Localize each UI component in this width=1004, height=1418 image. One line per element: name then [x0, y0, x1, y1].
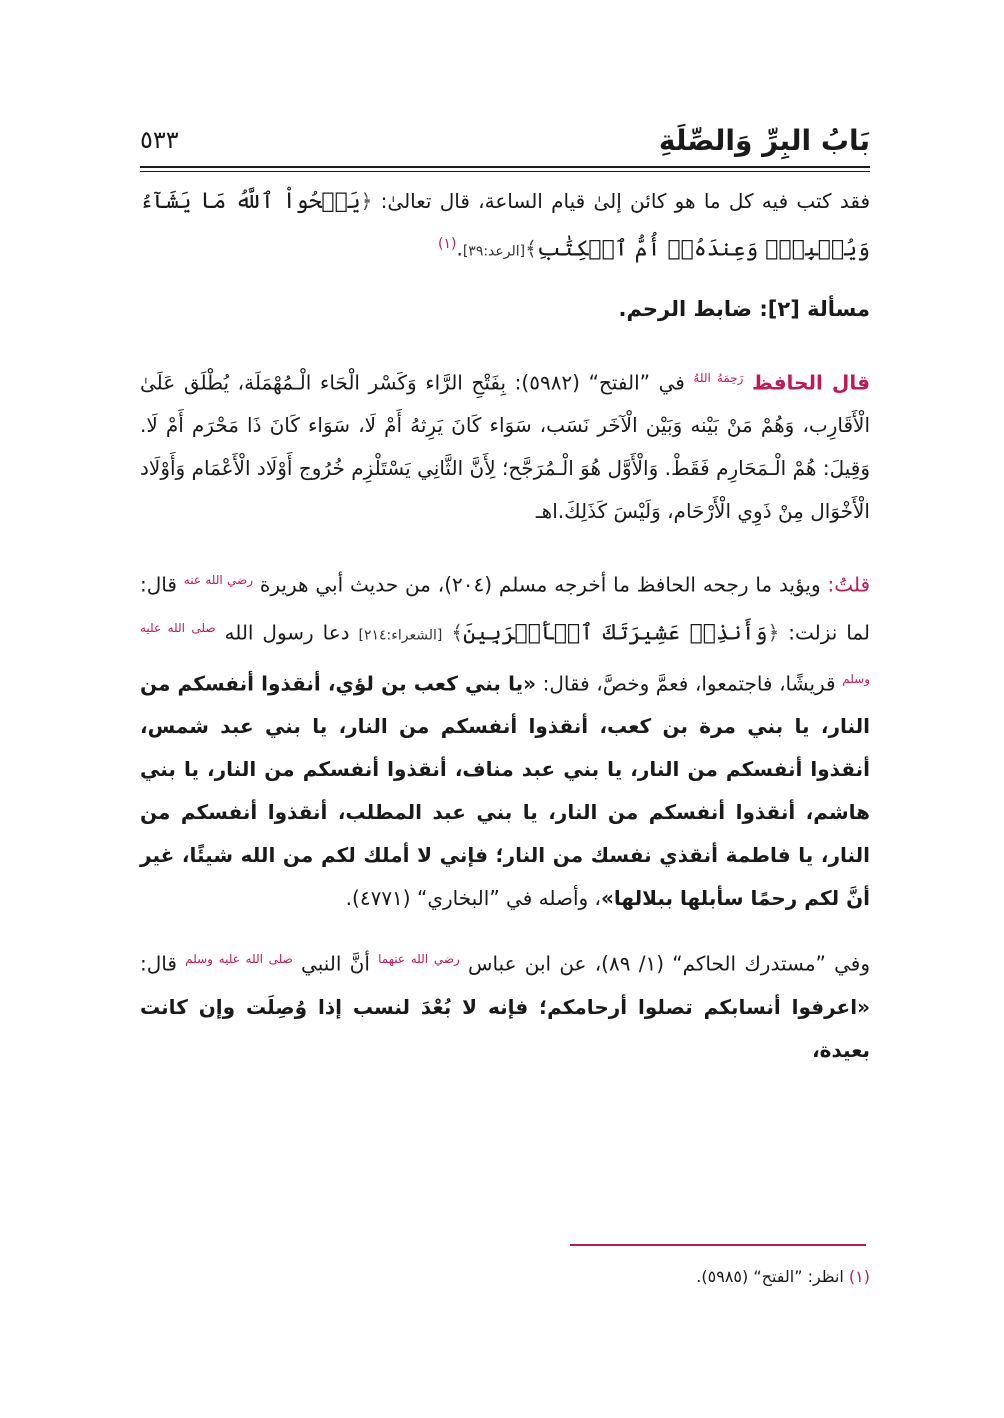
footnote: [140, 1262, 870, 1292]
header-rule-thin: [140, 171, 870, 172]
hadith-text: «يا بني كعب بن لؤي، أنقذوا أنفسكم من النار، يا بني مرة بن كعب، أنقذوا أنفسكم من النار، يا بني عبد شمس، أنقذوا أنفسكم من النار، يا بني عبد مناف، أنقذوا أنفسكم من النار، يا بني هاشم، أنقذوا أنفسكم من النار، يا بني عبد المطلب، أنقذوا أنفسكم من النار، يا فاطمة أنقذي نفسك من النار؛ فإني لا أملك لكم من الله شيئًا، غير أنَّ لكم رحمًا سأبلها ببلالها»: [140, 671, 870, 911]
footnote-marker: (١): [438, 236, 457, 252]
paragraph-4: [140, 938, 870, 1072]
para1-text: فقد كتب فيه كل ما هو كائن إلىٰ قيام الساعة، قال تعالىٰ:: [380, 189, 871, 213]
paragraph-1: فقد كتب فيه كل ما هو كائن إلىٰ قيام الساعة، قال تعالىٰ: ﴿يَمۡحُواْ ٱللَّهُ مَا يَشَآءُ وَيُثۡبِتُۖ وَعِندَهُۥٓ أُمُّ ٱلۡكِتَٰبِ﴾[الرعد:٣٩].$^{(١)}$: [140, 189, 871, 262]
para3-text-1: ويؤيد ما رجحه الحافظ ما أخرجه مسلم (٢٠٤)، من حديث أبي هريرة: [259, 572, 821, 597]
verse-reference-2: [الشعراء:٢١٤]: [358, 627, 443, 644]
verse-close-bracket: ﴾: [525, 236, 537, 261]
para3-text-2: قال: لما نزلت:: [140, 572, 870, 645]
quran-verse-2: وَأَنذِرۡ عَشِيرَتَكَ ٱلۡأَقۡرَبِينَ: [462, 620, 768, 646]
hadith-text-2: «اعرفوا أنسابكم تصلوا أرحامكم؛ فإنه لا بُعْدَ لنسب إذا وُصِلَت وإن كانت بعيدة،: [140, 994, 870, 1062]
footnote-number: (١): [848, 1267, 870, 1286]
verse-reference: [الرعد:٣٩]: [462, 243, 526, 260]
para3-text-5: ، وأصله في ”البخاري“ (٤٧٧١).: [345, 886, 601, 911]
header-rule: [140, 166, 870, 168]
honorific-1: رضي الله عنه: [183, 573, 254, 588]
footnote-divider: [570, 1244, 866, 1246]
verse-open-bracket-2: ﴿: [767, 620, 780, 645]
para2-text: في ”الفتح“ (٥٩٨٢): بِفَتْحِ الرَّاء وَكَسْر الْحَاء الْـمُهْمَلَة، يُطْلَق عَلَىٰ الْأَقَارِب، وَهُمْ مَنْ بَيْنه وَبَيْن الْآخَر نَسَب، سَوَاء كَانَ يَرِثهُ أَمْ لَا، سَوَاء كَانَ ذَا مَحْرَم أَمْ لَا. وَقِيلَ: هُمْ الْـمَحَارِم فَقَطْ. وَالْأَوَّل هُوَ الْـمُرَجَّح؛ لِأَنَّ الثَّانِي يَسْتَلْزِم خُرُوج أَوْلَاد الْأَعْمَام وَأَوْلَاد الْأَخْوَال مِنْ ذَوِي الْأَرْحَام، وَلَيْسَ كَذَلِكَ.اهـ: [140, 370, 870, 524]
page-header: [140, 118, 870, 162]
para4-text-3: قال:: [140, 951, 177, 976]
para3-text-4: قريشًا، فاجتمعوا، فعمَّ وخصَّ، فقال:: [542, 671, 836, 696]
footnote-text: انظر: ”الفتح“ (٥٩٨٥).: [696, 1267, 844, 1286]
honorific-2: صلى الله عليه وسلم: [140, 620, 871, 686]
para4-text-2: أنَّ النبي: [301, 951, 370, 976]
verse-open-bracket: ﴿: [360, 189, 373, 213]
honorific: رَحِمَهُ اللهُ: [693, 370, 744, 385]
honorific-3: رضي الله عنهما: [378, 952, 460, 967]
verse-close-bracket-2: ﴾: [451, 620, 463, 645]
quote-lead: قال الحافظ: [752, 370, 871, 395]
issue-label: مسألة [٢]:: [759, 296, 870, 321]
honorific-4: صلى الله عليه وسلم: [185, 952, 293, 967]
para4-text-1: وفي ”مستدرك الحاكم“ (١/ ٨٩)، عن ابن عباس: [468, 951, 871, 976]
issue-title: ضابط الرحم.: [618, 296, 753, 321]
issue-heading: [140, 288, 870, 331]
paragraph-3: [140, 559, 870, 920]
paragraph-2: [140, 357, 870, 534]
para3-text-3: دعا رسول الله: [224, 620, 350, 645]
quran-verse: يَمۡحُواْ ٱللَّهُ مَا يَشَآءُ وَيُثۡبِتُۖ وَعِندَهُۥٓ أُمُّ ٱلۡكِتَٰبِ: [140, 189, 870, 262]
main-text: [140, 180, 870, 1072]
chapter-title: بَابُ البِرِّ وَالصِّلَةِ: [658, 123, 870, 157]
page-number: ٥٣٣: [140, 126, 179, 154]
qultu-label: قلتُ:: [827, 572, 871, 597]
